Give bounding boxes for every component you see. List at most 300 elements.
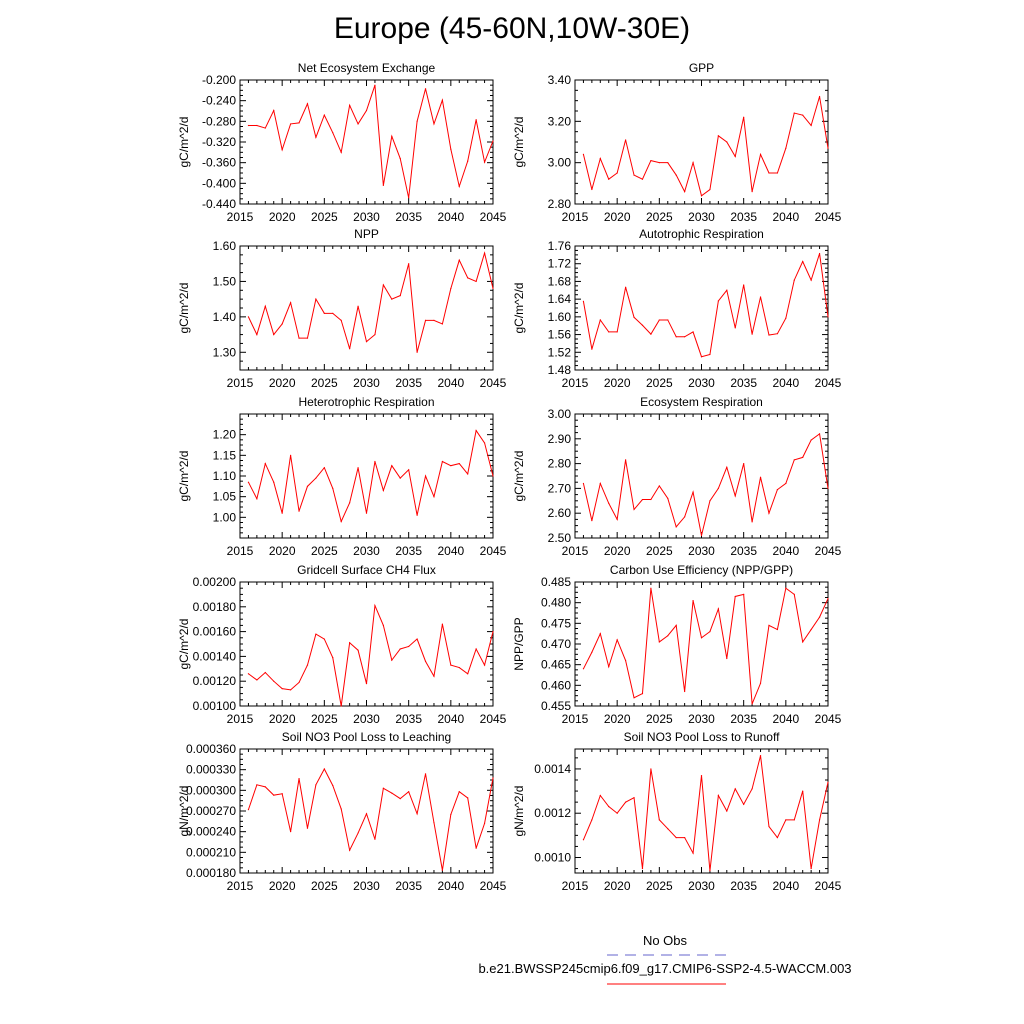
data-point bbox=[701, 356, 702, 357]
data-point bbox=[608, 179, 609, 180]
data-point bbox=[802, 790, 803, 791]
data-point bbox=[735, 495, 736, 496]
data-point bbox=[752, 788, 753, 789]
data-point bbox=[743, 463, 744, 464]
data-point bbox=[383, 625, 384, 626]
data-point bbox=[583, 668, 584, 669]
data-point bbox=[425, 88, 426, 89]
data-point bbox=[692, 492, 693, 493]
data-point bbox=[400, 158, 401, 159]
y-tick-label: 3.40 bbox=[547, 73, 571, 87]
data-point bbox=[608, 806, 609, 807]
y-tick-label: 0.000240 bbox=[185, 824, 236, 839]
data-point bbox=[265, 786, 266, 787]
data-point bbox=[583, 839, 584, 840]
data-point bbox=[726, 290, 727, 291]
data-point bbox=[726, 658, 727, 659]
data-point bbox=[718, 300, 719, 301]
x-tick-label: 2025 bbox=[310, 712, 338, 726]
y-tick-label: 2.80 bbox=[547, 456, 571, 471]
data-point bbox=[802, 261, 803, 262]
data-point bbox=[408, 197, 409, 198]
data-point bbox=[248, 316, 249, 317]
data-point bbox=[752, 703, 753, 704]
data-point bbox=[583, 301, 584, 302]
data-point bbox=[709, 631, 710, 632]
data-point bbox=[315, 784, 316, 785]
data-point bbox=[417, 638, 418, 639]
y-tick-label: 3.20 bbox=[547, 114, 571, 129]
data-point bbox=[400, 648, 401, 649]
data-point bbox=[591, 819, 592, 820]
x-tick-label: 2030 bbox=[688, 376, 715, 390]
data-point bbox=[450, 288, 451, 289]
x-tick-label: 2040 bbox=[437, 879, 465, 893]
y-tick-label: -0.200 bbox=[201, 73, 236, 87]
y-tick-label: 0.00100 bbox=[192, 699, 236, 713]
data-point bbox=[467, 277, 468, 278]
x-tick-label: 2025 bbox=[645, 544, 673, 558]
series-line bbox=[583, 254, 828, 357]
y-tick-label: 0.000180 bbox=[185, 866, 236, 880]
y-tick-label: -0.400 bbox=[201, 176, 236, 191]
data-point bbox=[467, 473, 468, 474]
data-point bbox=[442, 100, 443, 101]
y-tick-label: 0.00200 bbox=[192, 575, 236, 589]
data-point bbox=[366, 513, 367, 514]
data-point bbox=[785, 483, 786, 484]
data-point bbox=[760, 154, 761, 155]
data-point bbox=[315, 137, 316, 138]
x-tick-label: 2015 bbox=[561, 544, 589, 558]
x-tick-label: 2045 bbox=[814, 544, 842, 558]
data-point bbox=[425, 773, 426, 774]
data-point bbox=[357, 650, 358, 651]
data-point bbox=[743, 594, 744, 595]
data-point bbox=[433, 676, 434, 677]
x-tick-label: 2020 bbox=[603, 544, 631, 558]
data-point bbox=[709, 354, 710, 355]
figure-title: Europe (45-60N,10W-30E) bbox=[333, 12, 691, 45]
data-point bbox=[417, 121, 418, 122]
data-point bbox=[802, 457, 803, 458]
data-point bbox=[827, 488, 828, 489]
data-point bbox=[282, 323, 283, 324]
data-point bbox=[366, 110, 367, 111]
x-tick-label: 2045 bbox=[814, 712, 842, 726]
chart-title: Net Ecosystem Exchange bbox=[297, 61, 436, 75]
data-point bbox=[282, 513, 283, 514]
data-point bbox=[290, 123, 291, 124]
data-point bbox=[450, 149, 451, 150]
data-point bbox=[459, 186, 460, 187]
data-point bbox=[357, 467, 358, 468]
x-tick-label: 2030 bbox=[353, 879, 380, 893]
data-point bbox=[467, 797, 468, 798]
data-point bbox=[374, 461, 375, 462]
data-point bbox=[726, 141, 727, 142]
y-tick-label: 1.56 bbox=[547, 327, 571, 342]
x-tick-label: 2015 bbox=[226, 210, 254, 224]
data-point bbox=[777, 837, 778, 838]
data-point bbox=[777, 489, 778, 490]
y-tick-label: 1.48 bbox=[547, 363, 571, 377]
x-tick-label: 2045 bbox=[479, 712, 507, 726]
data-point bbox=[332, 785, 333, 786]
data-point bbox=[391, 660, 392, 661]
data-point bbox=[467, 673, 468, 674]
x-tick-label: 2040 bbox=[772, 210, 800, 224]
data-point bbox=[374, 85, 375, 86]
data-point bbox=[324, 467, 325, 468]
x-tick-label: 2025 bbox=[645, 712, 673, 726]
data-point bbox=[408, 469, 409, 470]
data-point bbox=[442, 461, 443, 462]
data-point bbox=[633, 797, 634, 798]
y-axis-label: gC/m^2/d bbox=[177, 282, 191, 334]
data-point bbox=[718, 608, 719, 609]
data-point bbox=[785, 588, 786, 589]
data-point bbox=[802, 115, 803, 116]
data-point bbox=[768, 625, 769, 626]
data-point bbox=[760, 296, 761, 297]
y-tick-label: 2.60 bbox=[547, 506, 571, 521]
data-point bbox=[459, 260, 460, 261]
data-point bbox=[265, 127, 266, 128]
data-point bbox=[484, 823, 485, 824]
x-tick-label: 2045 bbox=[479, 376, 507, 390]
series-line bbox=[248, 606, 493, 706]
data-point bbox=[785, 318, 786, 319]
x-tick-label: 2035 bbox=[395, 879, 423, 893]
data-point bbox=[459, 791, 460, 792]
data-point bbox=[282, 688, 283, 689]
data-point bbox=[811, 868, 812, 869]
data-point bbox=[374, 605, 375, 606]
data-point bbox=[425, 320, 426, 321]
x-tick-label: 2015 bbox=[561, 376, 589, 390]
data-point bbox=[433, 320, 434, 321]
y-tick-label: 1.64 bbox=[547, 292, 571, 307]
data-point bbox=[265, 463, 266, 464]
plot-frame bbox=[240, 246, 493, 370]
data-point bbox=[476, 430, 477, 431]
data-point bbox=[290, 302, 291, 303]
x-tick-label: 2020 bbox=[603, 879, 631, 893]
y-tick-label: 1.60 bbox=[547, 309, 571, 324]
chart-title: Autotrophic Respiration bbox=[639, 227, 764, 241]
data-point bbox=[768, 826, 769, 827]
y-tick-label: 0.455 bbox=[540, 699, 571, 713]
data-point bbox=[617, 172, 618, 173]
y-tick-label: 2.50 bbox=[547, 531, 571, 545]
data-point bbox=[794, 459, 795, 460]
y-tick-label: 1.30 bbox=[212, 345, 236, 360]
data-point bbox=[827, 148, 828, 149]
data-point bbox=[642, 179, 643, 180]
y-tick-label: 3.00 bbox=[547, 155, 571, 170]
y-axis-label: gN/m^2/d bbox=[177, 785, 191, 837]
data-point bbox=[315, 633, 316, 634]
data-point bbox=[366, 341, 367, 342]
data-point bbox=[366, 813, 367, 814]
data-point bbox=[701, 535, 702, 536]
data-point bbox=[684, 336, 685, 337]
x-tick-label: 2025 bbox=[310, 210, 338, 224]
data-point bbox=[768, 334, 769, 335]
x-tick-label: 2040 bbox=[772, 879, 800, 893]
data-point bbox=[383, 788, 384, 789]
y-axis-label: gC/m^2/d bbox=[177, 116, 191, 168]
series-line bbox=[583, 97, 828, 196]
data-point bbox=[425, 661, 426, 662]
x-tick-label: 2045 bbox=[479, 210, 507, 224]
data-point bbox=[290, 455, 291, 456]
data-point bbox=[600, 319, 601, 320]
y-tick-label: 1.10 bbox=[212, 469, 236, 483]
data-point bbox=[667, 828, 668, 829]
data-point bbox=[642, 693, 643, 694]
data-point bbox=[760, 755, 761, 756]
data-point bbox=[684, 191, 685, 192]
x-tick-label: 2035 bbox=[395, 712, 423, 726]
data-point bbox=[307, 103, 308, 104]
data-point bbox=[400, 798, 401, 799]
data-point bbox=[273, 795, 274, 796]
data-point bbox=[709, 500, 710, 501]
data-point bbox=[282, 149, 283, 150]
data-point bbox=[692, 852, 693, 853]
data-point bbox=[290, 689, 291, 690]
data-point bbox=[827, 782, 828, 783]
y-axis-label: gC/m^2/d bbox=[177, 450, 191, 502]
y-tick-label: 0.000210 bbox=[185, 845, 236, 860]
data-point bbox=[811, 125, 812, 126]
data-point bbox=[374, 839, 375, 840]
data-point bbox=[256, 784, 257, 785]
x-tick-label: 2045 bbox=[479, 879, 507, 893]
data-point bbox=[332, 488, 333, 489]
x-tick-label: 2030 bbox=[688, 879, 715, 893]
data-point bbox=[676, 526, 677, 527]
data-point bbox=[600, 795, 601, 796]
data-point bbox=[819, 819, 820, 820]
data-point bbox=[391, 136, 392, 137]
data-point bbox=[265, 672, 266, 673]
data-point bbox=[349, 348, 350, 349]
data-point bbox=[735, 788, 736, 789]
data-point bbox=[625, 660, 626, 661]
data-point bbox=[819, 96, 820, 97]
chart-title: Soil NO3 Pool Loss to Leaching bbox=[281, 730, 452, 744]
data-point bbox=[256, 125, 257, 126]
data-point bbox=[476, 119, 477, 120]
data-point bbox=[667, 635, 668, 636]
data-point bbox=[433, 496, 434, 497]
series-line bbox=[583, 434, 828, 536]
data-point bbox=[692, 600, 693, 601]
data-point bbox=[633, 697, 634, 698]
data-point bbox=[777, 629, 778, 630]
data-point bbox=[701, 195, 702, 196]
chart-title: GPP bbox=[688, 61, 715, 75]
data-point bbox=[726, 810, 727, 811]
data-point bbox=[450, 664, 451, 665]
data-point bbox=[625, 459, 626, 460]
data-point bbox=[492, 777, 493, 778]
data-point bbox=[341, 521, 342, 522]
y-tick-label: 1.76 bbox=[547, 239, 571, 253]
data-point bbox=[476, 848, 477, 849]
data-point bbox=[332, 657, 333, 658]
x-tick-label: 2040 bbox=[437, 544, 465, 558]
y-tick-label: 1.52 bbox=[547, 345, 571, 360]
data-point bbox=[642, 499, 643, 500]
data-point bbox=[676, 625, 677, 626]
data-point bbox=[417, 813, 418, 814]
data-point bbox=[417, 515, 418, 516]
data-point bbox=[600, 483, 601, 484]
data-point bbox=[492, 140, 493, 141]
data-point bbox=[256, 498, 257, 499]
x-tick-label: 2020 bbox=[603, 210, 631, 224]
series-line bbox=[248, 85, 493, 198]
data-point bbox=[476, 648, 477, 649]
data-point bbox=[777, 172, 778, 173]
y-tick-label: -0.360 bbox=[201, 155, 236, 170]
chart-title: NPP bbox=[354, 227, 379, 241]
data-point bbox=[459, 463, 460, 464]
data-point bbox=[307, 664, 308, 665]
data-point bbox=[667, 498, 668, 499]
data-point bbox=[341, 320, 342, 321]
data-point bbox=[357, 123, 358, 124]
x-tick-label: 2015 bbox=[561, 210, 589, 224]
data-point bbox=[492, 288, 493, 289]
data-point bbox=[433, 822, 434, 823]
data-point bbox=[819, 253, 820, 254]
data-point bbox=[633, 174, 634, 175]
data-point bbox=[633, 317, 634, 318]
data-point bbox=[349, 642, 350, 643]
data-point bbox=[811, 280, 812, 281]
chart-title: Ecosystem Respiration bbox=[640, 395, 763, 409]
x-tick-label: 2020 bbox=[268, 376, 296, 390]
data-point bbox=[811, 439, 812, 440]
plot-frame bbox=[575, 414, 828, 538]
data-point bbox=[400, 295, 401, 296]
x-tick-label: 2035 bbox=[730, 712, 758, 726]
data-point bbox=[591, 520, 592, 521]
data-point bbox=[442, 624, 443, 625]
data-point bbox=[659, 162, 660, 163]
data-point bbox=[383, 284, 384, 285]
x-tick-label: 2020 bbox=[268, 544, 296, 558]
plot-frame bbox=[575, 582, 828, 706]
y-tick-label: 1.40 bbox=[212, 309, 236, 324]
series-line bbox=[248, 769, 493, 870]
data-point bbox=[743, 117, 744, 118]
data-point bbox=[768, 513, 769, 514]
data-point bbox=[298, 338, 299, 339]
chart-title: Gridcell Surface CH4 Flux bbox=[297, 563, 436, 577]
data-point bbox=[617, 639, 618, 640]
data-point bbox=[676, 336, 677, 337]
x-tick-label: 2015 bbox=[226, 544, 254, 558]
data-point bbox=[752, 334, 753, 335]
x-tick-label: 2030 bbox=[688, 544, 715, 558]
y-axis-label: gC/m^2/d bbox=[177, 618, 191, 670]
y-tick-label: 0.470 bbox=[540, 637, 571, 651]
plot-frame bbox=[240, 414, 493, 538]
x-tick-label: 2040 bbox=[437, 376, 465, 390]
data-point bbox=[332, 132, 333, 133]
data-point bbox=[684, 837, 685, 838]
data-point bbox=[374, 334, 375, 335]
x-tick-label: 2035 bbox=[730, 879, 758, 893]
data-point bbox=[692, 162, 693, 163]
x-tick-label: 2030 bbox=[688, 210, 715, 224]
data-point bbox=[591, 189, 592, 190]
data-point bbox=[256, 334, 257, 335]
data-point bbox=[659, 485, 660, 486]
data-point bbox=[785, 148, 786, 149]
data-point bbox=[650, 334, 651, 335]
data-point bbox=[442, 870, 443, 871]
x-tick-label: 2015 bbox=[561, 712, 589, 726]
data-point bbox=[794, 112, 795, 113]
data-point bbox=[591, 349, 592, 350]
data-point bbox=[298, 778, 299, 779]
chart-title: Soil NO3 Pool Loss to Runoff bbox=[623, 730, 780, 744]
data-point bbox=[315, 477, 316, 478]
y-tick-label: 0.000270 bbox=[185, 804, 236, 818]
x-tick-label: 2045 bbox=[814, 879, 842, 893]
x-tick-label: 2040 bbox=[437, 210, 465, 224]
series-line bbox=[248, 431, 493, 522]
chart-title: Heterotrophic Respiration bbox=[298, 395, 435, 409]
data-point bbox=[617, 813, 618, 814]
data-point bbox=[425, 475, 426, 476]
data-point bbox=[684, 516, 685, 517]
data-point bbox=[667, 319, 668, 320]
data-point bbox=[484, 442, 485, 443]
data-point bbox=[819, 433, 820, 434]
data-point bbox=[735, 327, 736, 328]
data-point bbox=[692, 331, 693, 332]
x-tick-label: 2020 bbox=[603, 376, 631, 390]
data-point bbox=[743, 804, 744, 805]
data-point bbox=[752, 521, 753, 522]
data-point bbox=[476, 281, 477, 282]
data-point bbox=[718, 795, 719, 796]
data-point bbox=[450, 814, 451, 815]
data-point bbox=[307, 486, 308, 487]
y-tick-label: 0.0010 bbox=[534, 850, 571, 865]
y-tick-label: 0.460 bbox=[540, 678, 571, 693]
data-point bbox=[777, 333, 778, 334]
x-tick-label: 2015 bbox=[226, 376, 254, 390]
y-tick-label: 0.0014 bbox=[534, 761, 571, 776]
y-tick-label: 1.15 bbox=[212, 448, 236, 463]
data-point bbox=[676, 174, 677, 175]
x-tick-label: 2040 bbox=[772, 712, 800, 726]
y-axis-label: gC/m^2/d bbox=[512, 116, 526, 168]
y-tick-label: 0.485 bbox=[540, 575, 571, 589]
data-point bbox=[450, 465, 451, 466]
y-tick-label: 0.465 bbox=[540, 657, 571, 672]
y-tick-label: 0.000360 bbox=[185, 742, 236, 756]
